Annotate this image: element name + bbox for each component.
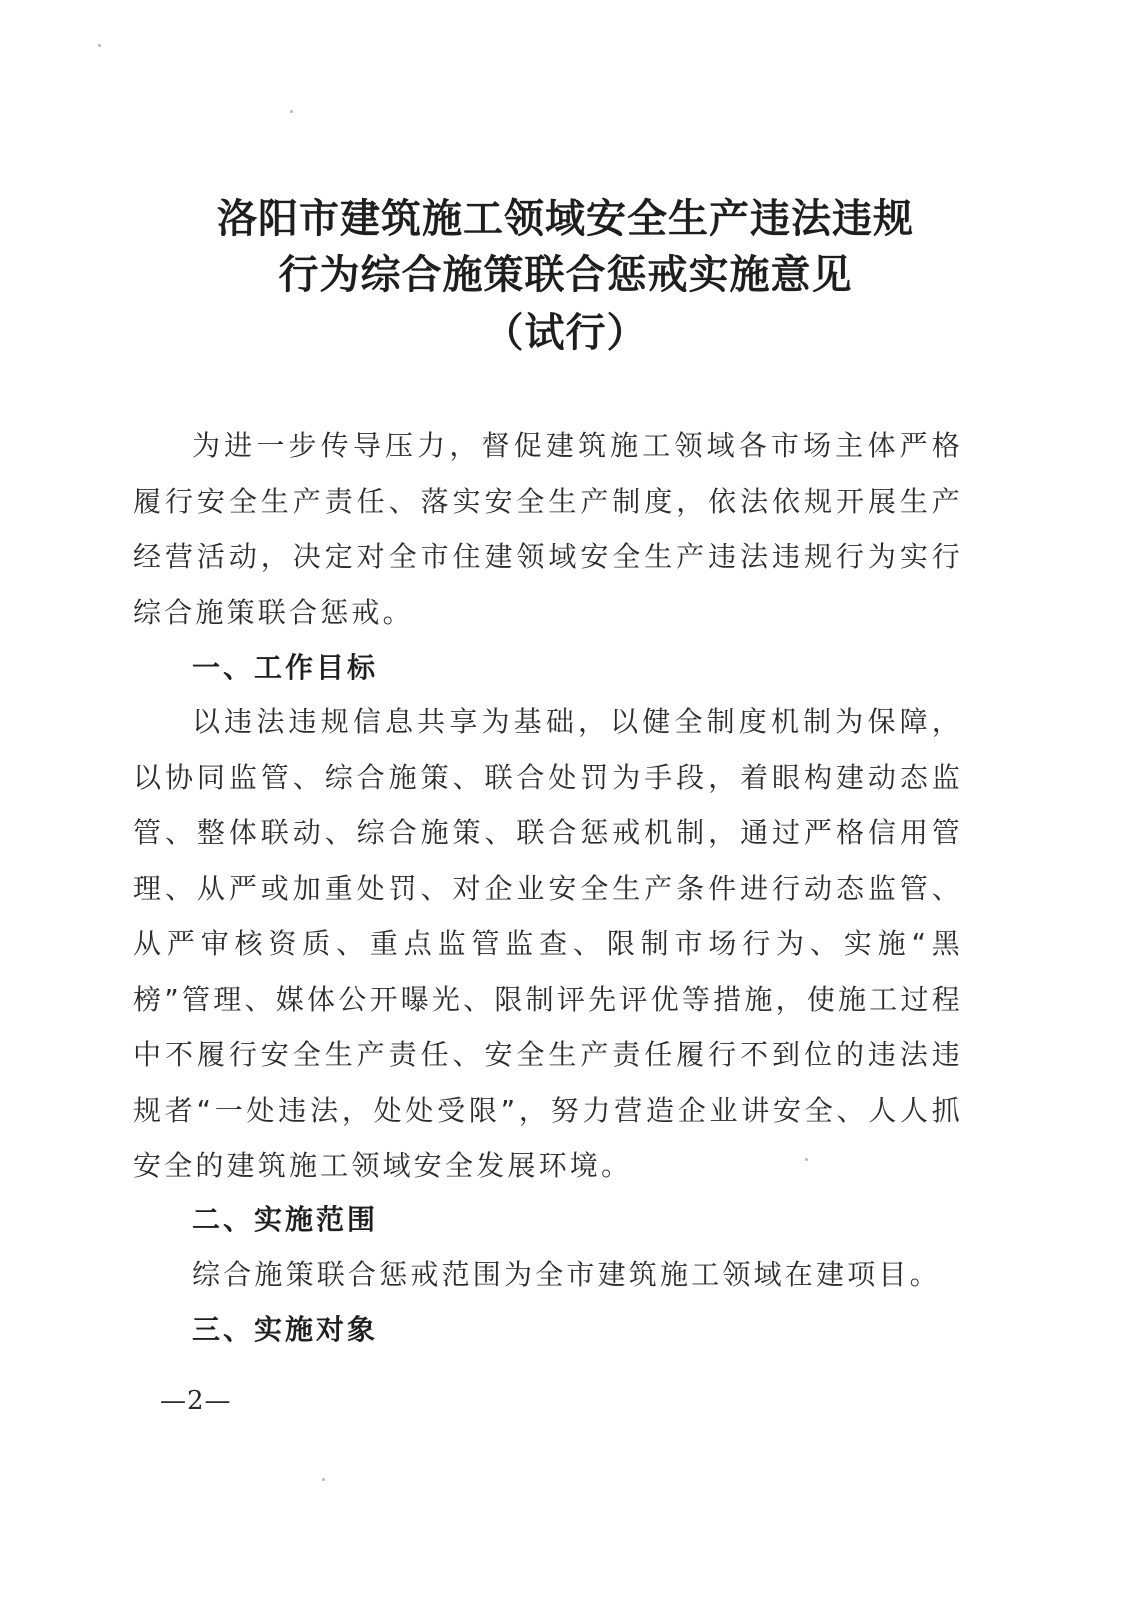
scan-speck bbox=[290, 110, 293, 113]
section-heading-goal: 一、工作目标 bbox=[192, 651, 379, 684]
document-title-line-1: 洛阳市建筑施工领域安全生产违法违规 bbox=[217, 195, 914, 242]
page-number: —2— bbox=[160, 1386, 232, 1416]
scan-speck bbox=[322, 1478, 325, 1481]
scan-speck bbox=[805, 1158, 808, 1161]
section-heading-scope: 二、实施范围 bbox=[192, 1203, 379, 1236]
document-title-line-2: 行为综合施策联合惩戒实施意见 bbox=[278, 251, 853, 298]
scan-speck bbox=[98, 44, 101, 47]
section-text-goal: 以违法违规信息共享为基础，以健全制度机制为保障，以协同监管、综合施策、联合处罚为手段，着眼构建动态监管、整体联动、综合施策、联合惩戒机制，通过严格信用管理、从严或加重处罚、对企业安全生产条件进行动态监管、从严审核资质、重点监管监查、限制市场行为、实施“黑榜”管理、媒体公开曝光、限制评先评优等措施，使施工过程中不履行安全生产责任、安全生产责任履行不到位的违法违规者“一处违法，处处受限”，努力营造企业讲安全、人人抓安全的建筑施工领域安全发展环境。 bbox=[133, 705, 963, 1182]
section-heading-target: 三、实施对象 bbox=[192, 1313, 379, 1346]
document-title-line-3: （试行） bbox=[483, 309, 648, 356]
section-text-scope: 综合施策联合惩戒范围为全市建筑施工领域在建项目。 bbox=[192, 1258, 941, 1291]
intro-paragraph: 为进一步传导压力，督促建筑施工领域各市场主体严格履行安全生产责任、落实安全生产制度，依法依规开展生产经营活动，决定对全市住建领域安全生产违法违规行为实行综合施策联合惩戒。 bbox=[133, 429, 963, 629]
